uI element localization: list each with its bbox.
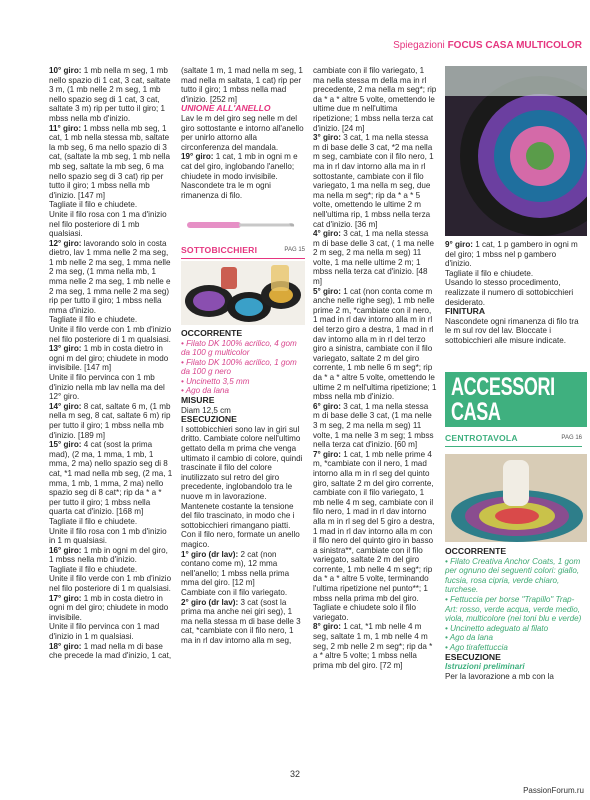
col1-paragraph	[49, 239, 173, 316]
giro-label: 3° giro:	[313, 133, 341, 143]
giro-label: 8° giro:	[313, 622, 341, 632]
giro-9-text: 1 cat, 1 p gambero in ogni m del giro; 1 mbss nel p gambero d'inizio.	[445, 240, 578, 269]
sotto-title: SOTTOBICCHIERI	[181, 245, 258, 256]
sotto-divider	[181, 258, 305, 259]
material-2: • Filato DK 100% acrilico, 1 gom da 100 g nero	[181, 357, 297, 377]
centro-occorrente: OCCORRENTE	[445, 546, 507, 556]
col1-paragraph	[49, 124, 173, 201]
centro-pag: PAG 16	[561, 435, 582, 441]
giro-1-text: 2 cat (non contano come m), 12 mma nell'anello; 1 mbss nella prima mma del giro. [12 m]	[181, 549, 290, 588]
esecuzione-text: I sottobicchieri sono lav in giri sul dritto. Cambiate colore nell'ultimo gettato della m prima che venga ultimato il cambio di colore, quindi trascinate il filo del colore inutilizzato sul retro del giro precedente, inglobandolo tra le nuove m in lavorazione. Mantenete costante la tensione del filo trascinato, in modo che i sottobicchieri rimangano piatti.	[181, 424, 303, 530]
unione-text: Lav le m del giro seg nelle m del giro sottostante e intorno all'anello per unirlo attorno alla circonferenza del mandala.	[181, 113, 304, 152]
paragraph-text: 1 mbss nella mb seg, 1 cat, 1 mb nella stessa mb, saltate la mb seg, 6 ma nello spazio di 3 cat, (saltate la mb seg, 1 mb nella mb seg, saltate la mb seg, 6 ma nello spazio seg di 3 cat) rip per tutto il giro; 1 mbss nella mb d'inizio. [147 m]	[49, 123, 171, 200]
col1-paragraph	[49, 594, 173, 623]
paragraph-text: Unite il filo rosa con 1 mb d'inizio in 1 m qualsiasi.	[49, 526, 167, 546]
giro-1-label: 1° giro (dr lav):	[181, 549, 239, 559]
centro-heading-row	[445, 434, 582, 444]
accessori-line-1: ACCESSORI	[451, 373, 555, 401]
centro-material-2: • Fettuccia per borse "Trapillo" Trap-Art: rosso, verde acqua, verde medio, viola, multicolore (nei toni blu e verde)	[445, 594, 582, 624]
col1-paragraph	[49, 546, 173, 565]
paragraph-text: Tagliate e chiudete solo il filo variegato.	[313, 603, 417, 622]
coasters-photo	[181, 261, 305, 325]
giro-label: 13° giro:	[49, 344, 82, 354]
centro-material-1: • Filato Creativa Anchor Coats, 1 gom per ognuno dei seguenti colori: giallo, fucsia, rosa cipria, verde chiaro, turchese.	[445, 556, 581, 595]
paragraph-text: Tagliate il filo e chiudete.	[49, 564, 138, 574]
centro-title: CENTROTAVOLA	[445, 433, 518, 443]
mandala-center	[526, 142, 554, 170]
paragraph-text: 3 cat, 1 ma nella stessa m di base delle 3 cat, *2 ma nella m seg, cambiate con il filo nero, 1 ma in rl dav intorno alla ma in rl sottostante, cambiate con il filo variegato, 1 ma nella m seg, due ma nella m seg*; rip da * a * 5 volte, omettendo le ultime 2 m nell'ultima rip, 1 mbss nella terza cat d'inizio. [36 m]	[313, 133, 434, 229]
giro-label: 15° giro:	[49, 440, 82, 450]
centro-material-3: • Uncinetto adeguato al filato	[445, 623, 549, 633]
giro-label: 6° giro:	[313, 401, 341, 411]
giro-19-text: 1 cat, 1 mb in ogni m e cat del giro, inglobando l'anello; chiudete in modo invisibile.	[181, 152, 298, 181]
col1-paragraph	[49, 344, 173, 373]
finitura-heading: FINITURA	[445, 306, 486, 317]
material-3: • Uncinetto 3,5 mm	[181, 376, 250, 386]
misure-heading: MISURE	[181, 395, 215, 406]
finitura-text: Nascondete ogni rimanenza di filo tra le m sul rov del lav. Bloccate i sottobicchieri alle misure indicate.	[445, 316, 579, 345]
col1-paragraph	[49, 565, 173, 575]
column-1	[49, 66, 173, 661]
paragraph-text: 1 mb in costa dietro in ogni m del giro; chiudete in modo invisibile.	[49, 593, 169, 622]
paragraph-text: 3 cat, 1 ma nella stessa m di base delle 3 cat, ( 1 ma nelle 2 m seg, 2 ma nella m seg) 11 volte, 1 ma nelle ultime 2 m; 1 mbss nella terza cat d'inizio. [48 m]	[313, 229, 435, 287]
vase	[503, 460, 529, 506]
giro-1-text2: Cambiate con il filo variegato.	[181, 587, 288, 597]
col1-paragraph	[49, 527, 173, 546]
centrotavola-photo	[445, 454, 587, 542]
glass-2	[221, 267, 237, 289]
column-2	[181, 66, 305, 646]
accessori-line-2: CASA	[451, 398, 501, 426]
paragraph-text: Unite il filo pervinca con 1 mad d'inizio in 1 m qualsiasi.	[49, 622, 160, 642]
col3-paragraph	[313, 133, 437, 229]
giro-label: 11° giro:	[49, 123, 82, 133]
col1-paragraph	[49, 200, 173, 210]
col1-paragraph	[49, 574, 173, 593]
giro-label: 18° giro:	[49, 641, 82, 651]
crochet-hook-image	[181, 206, 305, 242]
giro-19-label: 19° giro:	[181, 152, 214, 162]
paragraph-text: Tagliate il filo e chiudete.	[49, 315, 138, 325]
giro-label: 17° giro:	[49, 593, 82, 603]
giro-19	[181, 152, 305, 181]
paragraph-text: cambiate con il filo variegato, 1 ma nella stessa m della ma in rl precedente, 2 ma nella m seg*; rip da * a * altre 5 volte, omettendo le ultime due m nell'ultima ripetizione; 1 mbss nella terza cat d'inizio. [24 m]	[313, 66, 437, 133]
header-title: FOCUS CASA MULTICOLOR	[447, 40, 582, 51]
paragraph-text: Unite il filo pervinca con 1 mb d'inizio nella mb lav nella ma del 12° giro.	[49, 373, 165, 402]
misure-text: Diam 12,5 cm	[181, 405, 231, 415]
giro-2-label: 2° giro (dr lav):	[181, 597, 239, 607]
paragraph-text: Tagliate il filo e chiudete.	[49, 516, 138, 526]
paragraph-text: 1 mad nella m di base che precede la mad d'inizio, 1 cat,	[49, 641, 172, 661]
col2-intro: (saltate 1 m, 1 mad nella m seg, 1 mad nella m saltata, 1 cat) rip per tutto il giro; 1 mbss nella mad d'inizio. [252 m]	[181, 66, 303, 104]
accessori-casa-banner	[445, 372, 587, 427]
giro-label: 4° giro:	[313, 229, 341, 239]
coaster-2-inner	[235, 298, 263, 316]
paragraph-text: 1 mb in costa dietro in ogni m del giro; chiudete in modo invisibile. [147 m]	[49, 344, 169, 373]
column-4	[445, 240, 582, 346]
centro-material-4: • Ago da lana	[445, 633, 493, 643]
header-section: Spiegazioni	[393, 40, 445, 51]
centro-divider	[445, 446, 582, 447]
col1-paragraph	[49, 325, 173, 344]
col1-paragraph	[49, 642, 173, 661]
mandala-top-light	[445, 66, 587, 96]
col3-paragraph	[313, 450, 437, 604]
hook-shaft	[239, 224, 291, 227]
esecuzione-text-2: Con il filo nero, formate un anello magico.	[181, 530, 300, 549]
material-1: • Filato DK 100% acrilico, 4 gom da 100 g multicolor	[181, 338, 297, 358]
esecuzione-heading: ESECUZIONE	[181, 414, 237, 425]
col1-paragraph	[49, 373, 173, 402]
centrotavola-text	[445, 547, 582, 681]
giro-label: 12° giro:	[49, 238, 82, 248]
paragraph-text: 3 cat, 1 ma nella stessa m di base delle 3 cat, (1 ma nelle 3 m seg, 2 ma nella m seg) 11 volte, 1 ma nelle 3 m seg; 1 mbss nella terza cat d'inizio. [60 m]	[313, 401, 434, 450]
hook-handle	[187, 222, 241, 228]
paragraph-text: 1 mb nella m seg, 1 mb nello spazio di 1 cat, 3 cat, saltate 3 m, (1 mb nelle 2 m seg, 1 mb nello spazio seg di 1 cat, 3 cat, saltate 3 m) rip per tutto il giro; 1 mbss nella mb d'inizio.	[49, 66, 171, 123]
glass	[271, 265, 289, 291]
paragraph-text: 1 cat (non conta come m anche nelle righe seg), 1 mb nelle prime 2 m, *cambiate con il nero, 1 mad in rl dav intorno alla m in rl del terzo giro a destra, 1 mad in rl dav intorno alla m in rl del terzo giro a sinistra, cambiate con il filo variegato, saltate 2 m del giro corrente, 1 mb nelle 6 m seg*; rip da * a * altre 5 volte, omettendo le ultime 2 m nell'ultima ripetizione; 1 mbss nella mb d'inizio.	[313, 286, 437, 402]
sotto-pag: PAG 15	[284, 247, 305, 254]
page-header	[0, 38, 590, 55]
giro-label: 5° giro:	[313, 286, 341, 296]
occorrente-heading: OCCORRENTE	[181, 327, 243, 338]
istruzioni-text: Per la lavorazione a mb con la	[445, 671, 554, 681]
giro-19-text2: Nascondete tra le m ogni rimanenza di filo.	[181, 181, 271, 200]
paragraph-text: Unite il filo rosa con 1 ma d'inizio nel filo posteriore di 1 mb qualsiasi.	[49, 209, 167, 239]
paragraph-text: Tagliate il filo e chiudete.	[49, 200, 138, 210]
col1-paragraph	[49, 402, 173, 440]
coaster-1-inner	[193, 291, 225, 311]
page-number: 32	[289, 769, 300, 779]
paragraph-text: 4 cat (sost la prima mad), (2 ma, 1 mma, 1 mb, 1 mma, 2 ma) nello spazio seg di 8 cat, *1 mad nella mb seg, (2 ma, 1 mma, 1 mb, 1 mma, 2 ma) nello spazio seg di 8 cat*; rip da * a * per tutto il giro; 1 mbss nella quarta cat d'inizio. [168 m]	[49, 440, 173, 517]
col3-paragraph	[313, 229, 437, 287]
col3-paragraph	[313, 66, 437, 133]
col1-paragraph	[49, 210, 173, 239]
material-4: • Ago da lana	[181, 386, 229, 396]
giro-label: 16° giro:	[49, 545, 82, 555]
paragraph-text: Unite il filo verde con 1 mb d'inizio nel filo posteriore di 1 m qualsiasi.	[49, 325, 172, 344]
paragraph-text: 8 cat, saltate 6 m, (1 mb nella m seg, 8 cat, saltate 6 m) rip per tutto il giro; 1 mbss nella mb d'inizio. [189 m]	[49, 401, 171, 440]
paragraph-text: 1 cat, *1 mb nelle 4 m seg, saltate 1 m, 1 mb nelle 4 m seg, 2 mb nelle 2 m seg*; rip da * a * altre 5 volte; 1 mbss nella prima mb del giro. [72 m]	[313, 622, 433, 670]
crochet-hook-svg	[181, 206, 305, 242]
unione-title: UNIONE ALL'ANELLO	[181, 103, 271, 114]
mandala-svg	[445, 66, 587, 236]
istruzioni-preliminari: Istruzioni preliminari	[445, 662, 525, 672]
centro-material-5: • Ago tirafettuccia	[445, 642, 508, 652]
giro-2	[181, 598, 305, 646]
col3-paragraph	[313, 287, 437, 402]
giro-9-text3: Usando lo stesso procedimento, realizzate il numero di sottobicchieri desiderato.	[445, 278, 574, 307]
col3-paragraph	[313, 622, 437, 670]
centrotavola-section	[445, 434, 582, 449]
paragraph-text: lavorando solo in costa dietro, lav 1 mma nelle 2 ma seg, 1 mb nelle 2 ma seg, 1 mma nelle 2 ma seg, (1 mma nella mb, 1 mma nelle 2 ma seg, 1 mb nelle e 2 ma seg, 1 mma nelle 2 ma seg) rip per tutto il giro; 1 mbss nella mma d'inizio.	[49, 238, 171, 315]
sotto-heading-row	[181, 246, 305, 256]
col1-paragraph	[49, 440, 173, 517]
footer-site: PassionForum.ru	[523, 786, 584, 795]
giro-1	[181, 550, 305, 588]
giro-2-text: 3 cat (sost la prima ma anche nei giri seg), 1 ma nella stessa m di base delle 3 cat, *cambiate con il filo nero, 1 ma in rl dav intorno alla m seg,	[181, 597, 301, 645]
col1-paragraph	[49, 315, 173, 325]
centrotavola-svg	[445, 454, 587, 542]
col1-paragraph	[49, 517, 173, 527]
giro-label: 7° giro:	[313, 449, 341, 459]
giro-label: 10° giro:	[49, 66, 82, 75]
col3-paragraph	[313, 402, 437, 450]
mandala-photo	[445, 66, 587, 236]
col3-paragraph	[313, 603, 437, 622]
giro-label: 14° giro:	[49, 401, 82, 411]
giro-9	[445, 240, 582, 269]
col1-paragraph	[49, 66, 173, 124]
paragraph-text: 1 mb in ogni m del giro, 1 mbss nella mb d'inizio.	[49, 545, 168, 565]
paragraph-text: Unite il filo verde con 1 mb d'inizio nel filo posteriore di 1 m qualsiasi.	[49, 574, 172, 594]
centro-ring-3	[495, 508, 539, 524]
header-text	[393, 40, 582, 51]
giro-9-label: 9° giro:	[445, 240, 473, 249]
coasters-svg	[181, 261, 305, 325]
col1-paragraph	[49, 622, 173, 641]
column-3	[313, 66, 437, 670]
giro-9-text2: Tagliate il filo e chiudete.	[445, 268, 534, 278]
paragraph-text: 1 cat, 1 mb nelle prime 4 m, *cambiate con il nero, 1 mad intorno alla m in rl seg del quinto giro, saltate 2 m del giro corrente, cambiate con il filo variegato, 1 mb nelle 4 m seg, cambiate con il filo nero, 1 mad in rl dav intorno alla m in rl seg del 5 giro a destra, 1 mad in rl dav intorno alla m con il filo nero del quinto giro in basso a sinistra**, cambiate con il filo variegato, saltate 2 m del giro corrente, 1 mb nelle 4 m seg*; rip da * a * altre 5 volte, terminando l'ultima ripetizione nel punto**; 1 mbss nella prima mb del giro.	[313, 449, 435, 603]
centro-esecuzione: ESECUZIONE	[445, 651, 501, 662]
